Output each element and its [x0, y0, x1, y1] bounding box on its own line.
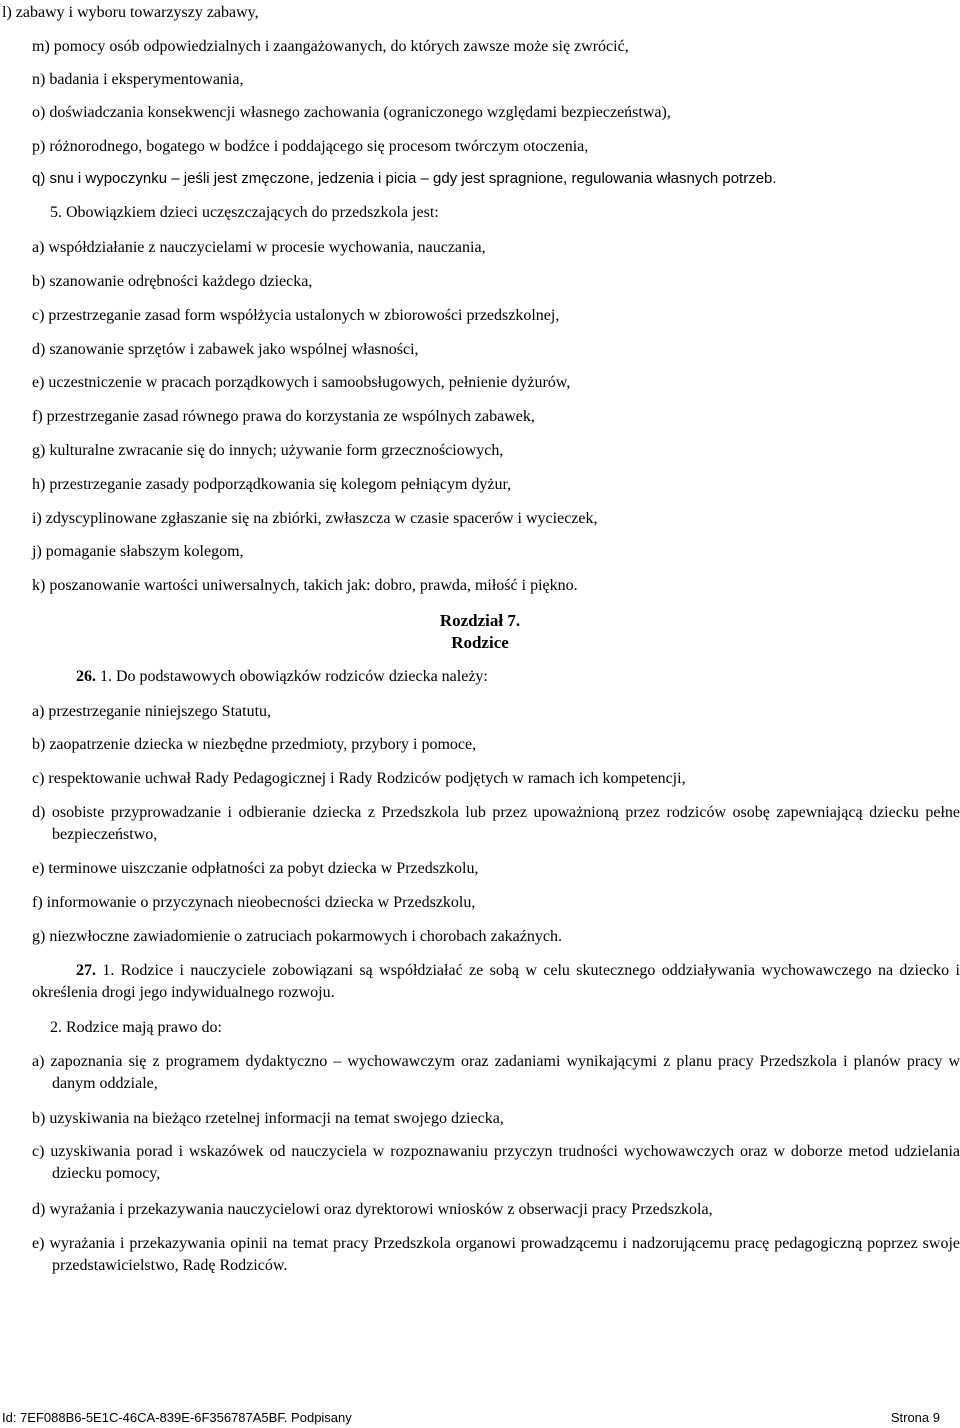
- list-item: h) przestrzeganie zasady podporządkowania się kolegom pełniącym dyżur,: [32, 476, 512, 493]
- paragraph-26-number: 26.: [76, 668, 96, 685]
- chapter-number: Rozdział 7.: [439, 611, 521, 630]
- list-item: a) zapoznania się z programem dydaktyczno – wychowawczym oraz zadaniami wynikającymi z planu pracy Przedszkola i planów pracy w danym oddziale,: [32, 1053, 960, 1092]
- paragraph-27-text: 1. Rodzice i nauczyciele zobowiązani są współdziałać ze sobą w celu skutecznego oddziaływania wychowawczego na dziecko i określenia drogi jego indywidualnego rozwoju.: [32, 962, 960, 1001]
- list-item: e) uczestniczenie w pracach porządkowych i samoobsługowych, pełnienie dyżurów,: [32, 374, 571, 391]
- list-item: j) pomaganie słabszym kolegom,: [32, 543, 244, 560]
- list-item: e) terminowe uiszczanie odpłatności za pobyt dziecka w Przedszkolu,: [32, 860, 479, 877]
- list-item-q: q) snu i wypoczynku – jeśli jest zmęczone, jedzenia i picia – gdy jest spragnione, regulowania własnych potrzeb.: [32, 170, 777, 187]
- paragraph-27-sub2: 2. Rodzice mają prawo do:: [50, 1019, 222, 1036]
- paragraph-27: [32, 960, 960, 1004]
- list-item: g) niezwłoczne zawiadomienie o zatruciach pokarmowych i chorobach zakaźnych.: [32, 928, 562, 945]
- page-footer: [0, 1408, 940, 1428]
- document-id: Id: 7EF088B6-5E1C-46CA-839E-6F356787A5BF. Podpisany: [2, 1410, 352, 1425]
- section-5-intro: 5. Obowiązkiem dzieci uczęszczających do przedszkola jest:: [50, 204, 439, 221]
- list-item: f) informowanie o przyczynach nieobecności dziecka w Przedszkolu,: [32, 894, 476, 911]
- list-item-l: l) zabawy i wyboru towarzyszy zabawy,: [2, 4, 259, 21]
- paragraph-26-text: 1. Do podstawowych obowiązków rodziców dziecka należy:: [96, 668, 488, 685]
- list-item-n: n) badania i eksperymentowania,: [32, 71, 244, 88]
- list-item: b) zaopatrzenie dziecka w niezbędne przedmioty, przybory i pomoce,: [32, 736, 477, 753]
- chapter-title: Rodzice: [451, 633, 509, 652]
- list-item: i) zdyscyplinowane zgłaszanie się na zbiórki, zwłaszcza w czasie spacerów i wycieczek,: [32, 510, 598, 527]
- list-item: d) osobiste przyprowadzanie i odbieranie dziecka z Przedszkola lub przez upoważnioną przez rodziców osobę zapewniającą dziecku pełne bezpieczeństwo,: [32, 804, 960, 843]
- list-item: g) kulturalne zwracanie się do innych; używanie form grzecznościowych,: [32, 442, 504, 459]
- list-item: f) przestrzeganie zasad równego prawa do korzystania ze wspólnych zabawek,: [32, 408, 535, 425]
- list-item: c) respektowanie uchwał Rady Pedagogicznej i Rady Rodziców podjętych w ramach ich kompetencji,: [32, 770, 686, 787]
- page-number: Strona 9: [890, 1410, 940, 1425]
- list-item: e) wyrażania i przekazywania opinii na temat pracy Przedszkola organowi prowadzącemu i nadzorującemu pracę pedagogiczną poprzez swoje przedstawicielstwo, Radę Rodziców.: [32, 1235, 960, 1274]
- list-item: d) szanowanie sprzętów i zabawek jako wspólnej własności,: [32, 341, 419, 358]
- list-item: a) przestrzeganie niniejszego Statutu,: [32, 703, 272, 720]
- list-item: k) poszanowanie wartości uniwersalnych, takich jak: dobro, prawda, miłość i piękno.: [32, 577, 578, 594]
- list-item: d) wyrażania i przekazywania nauczycielowi oraz dyrektorowi wniosków z obserwacji pracy Przedszkola,: [32, 1201, 713, 1218]
- paragraph-27-number: 27.: [76, 962, 96, 979]
- list-item: a) współdziałanie z nauczycielami w procesie wychowania, nauczania,: [32, 239, 486, 256]
- list-item-p: p) różnorodnego, bogatego w bodźce i poddającego się procesom twórczym otoczenia,: [32, 138, 589, 155]
- list-item-o: o) doświadczania konsekwencji własnego zachowania (ograniczonego względami bezpieczeństwa),: [32, 104, 671, 121]
- list-item: b) szanowanie odrębności każdego dziecka,: [32, 273, 313, 290]
- list-item: b) uzyskiwania na bieżąco rzetelnej informacji na temat swojego dziecka,: [32, 1110, 504, 1127]
- list-item-m: m) pomocy osób odpowiedzialnych i zaangażowanych, do których zawsze może się zwrócić,: [32, 38, 629, 55]
- list-item: c) przestrzeganie zasad form współżycia ustalonych w zbiorowości przedszkolnej,: [32, 307, 560, 324]
- paragraph-26-intro: [32, 666, 960, 688]
- list-item: c) uzyskiwania porad i wskazówek od nauczyciela w rozpoznawaniu przyczyn trudności wychowawczych oraz w doborze metod udzielania dziecku pomocy,: [32, 1143, 960, 1182]
